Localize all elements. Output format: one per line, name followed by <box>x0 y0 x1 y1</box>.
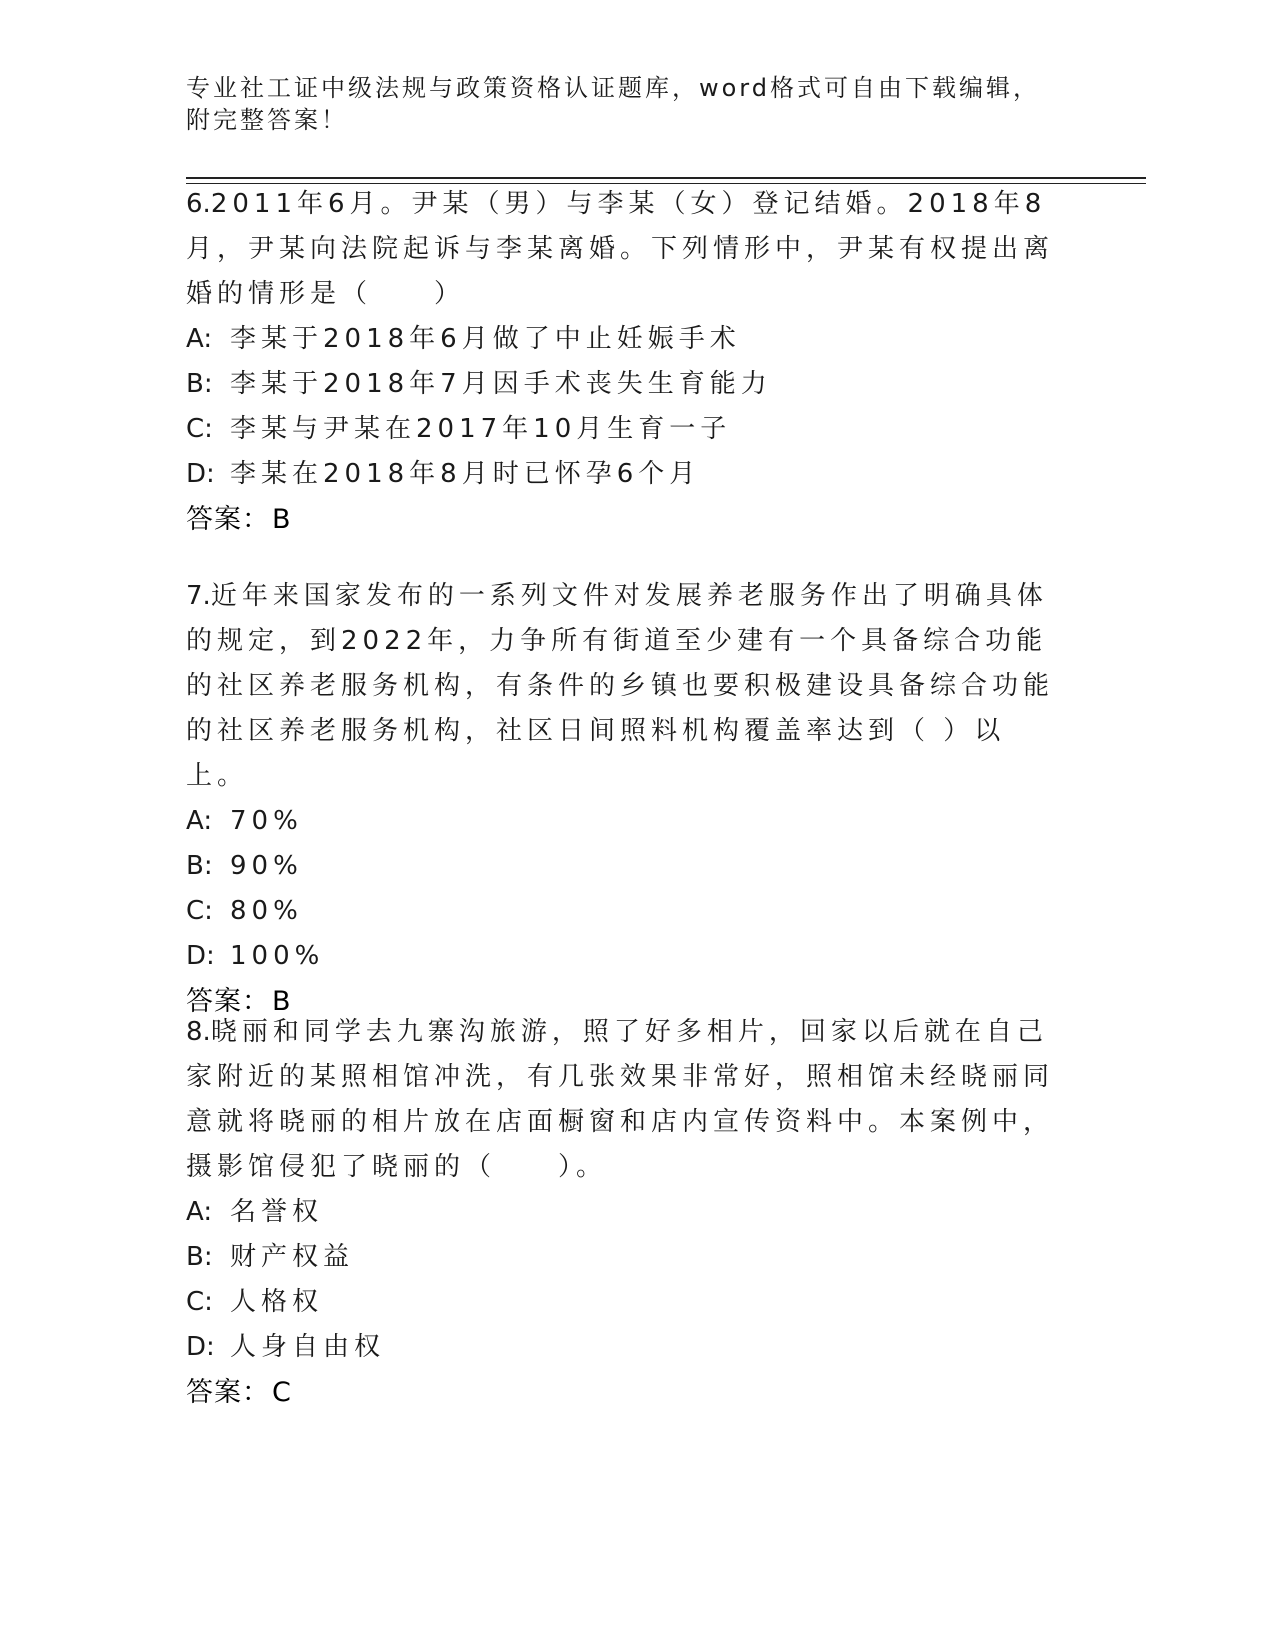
option-text: 人格权 <box>230 1287 324 1317</box>
question-stem <box>186 574 1066 799</box>
option-key: B: <box>186 1242 213 1272</box>
question-text: 2011年6月。尹某（男）与李某（女）登记结婚。2018年8月，尹某向法院起诉与李某离婚。下列情形中，尹某有权提出离婚的情形是（ ） <box>186 189 1055 309</box>
question-text: 晓丽和同学去九寨沟旅游，照了好多相片，回家以后就在自己家附近的某照相馆冲洗，有几张效果非常好，照相馆未经晓丽同意就将晓丽的相片放在店面橱窗和店内宣传资料中。本案例中，摄影馆侵犯了晓丽的（ ）。 <box>186 1017 1055 1182</box>
answer-value: B <box>272 986 292 1017</box>
document-header: 专业社工证中级法规与政策资格认证题库，word格式可自由下载编辑，附完整答案！ <box>186 74 1040 134</box>
option-key: C: <box>186 414 213 444</box>
option-key: A: <box>186 324 213 354</box>
option-text: 名誉权 <box>230 1197 324 1227</box>
header-divider-thick <box>186 177 1146 179</box>
option-text: 100% <box>230 941 325 971</box>
option-text: 90% <box>230 851 303 881</box>
option-key: C: <box>186 1287 213 1317</box>
option-d <box>186 452 1066 497</box>
question-number: 6. <box>186 189 211 219</box>
option-b <box>186 844 1066 889</box>
option-text: 财产权益 <box>230 1242 355 1272</box>
option-text: 80% <box>230 896 303 926</box>
option-text: 70% <box>230 806 303 836</box>
option-a <box>186 799 1066 844</box>
option-a <box>186 317 1066 362</box>
option-key: B: <box>186 369 213 399</box>
answer-value: C <box>272 1377 292 1408</box>
option-text: 李某与尹某在2017年10月生育一子 <box>230 414 732 444</box>
option-key: D: <box>186 941 215 971</box>
answer-line <box>186 1370 1066 1415</box>
question-stem <box>186 182 1066 317</box>
option-key: C: <box>186 896 213 926</box>
question-number: 7. <box>186 581 211 611</box>
question-number: 8. <box>186 1017 211 1047</box>
option-list <box>186 799 1066 979</box>
question-6 <box>186 182 1066 542</box>
option-c <box>186 889 1066 934</box>
option-text: 李某于2018年7月因手术丧失生育能力 <box>230 369 772 399</box>
question-8 <box>186 1010 1066 1415</box>
option-c <box>186 407 1066 452</box>
question-stem <box>186 1010 1066 1190</box>
option-key: D: <box>186 1332 215 1362</box>
option-text: 李某在2018年8月时已怀孕6个月 <box>230 459 701 489</box>
question-7 <box>186 574 1066 1024</box>
option-key: B: <box>186 851 213 881</box>
answer-label: 答案： <box>186 986 270 1017</box>
option-c <box>186 1280 1066 1325</box>
question-text: 近年来国家发布的一系列文件对发展养老服务作出了明确具体的规定，到2022年，力争所有街道至少建有一个具备综合功能的社区养老服务机构，有条件的乡镇也要积极建设具备综合功能的社区养老服务机构，社区日间照料机构覆盖率达到（ ）以上。 <box>186 581 1055 791</box>
answer-label: 答案： <box>186 504 270 535</box>
option-d <box>186 934 1066 979</box>
option-text: 人身自由权 <box>230 1332 386 1362</box>
option-b <box>186 1235 1066 1280</box>
answer-label: 答案： <box>186 1377 270 1408</box>
option-list <box>186 1190 1066 1370</box>
answer-value: B <box>272 504 292 535</box>
option-key: A: <box>186 806 213 836</box>
option-a <box>186 1190 1066 1235</box>
option-d <box>186 1325 1066 1370</box>
option-b <box>186 362 1066 407</box>
option-list <box>186 317 1066 497</box>
option-key: A: <box>186 1197 213 1227</box>
option-text: 李某于2018年6月做了中止妊娠手术 <box>230 324 741 354</box>
answer-line <box>186 497 1066 542</box>
option-key: D: <box>186 459 215 489</box>
